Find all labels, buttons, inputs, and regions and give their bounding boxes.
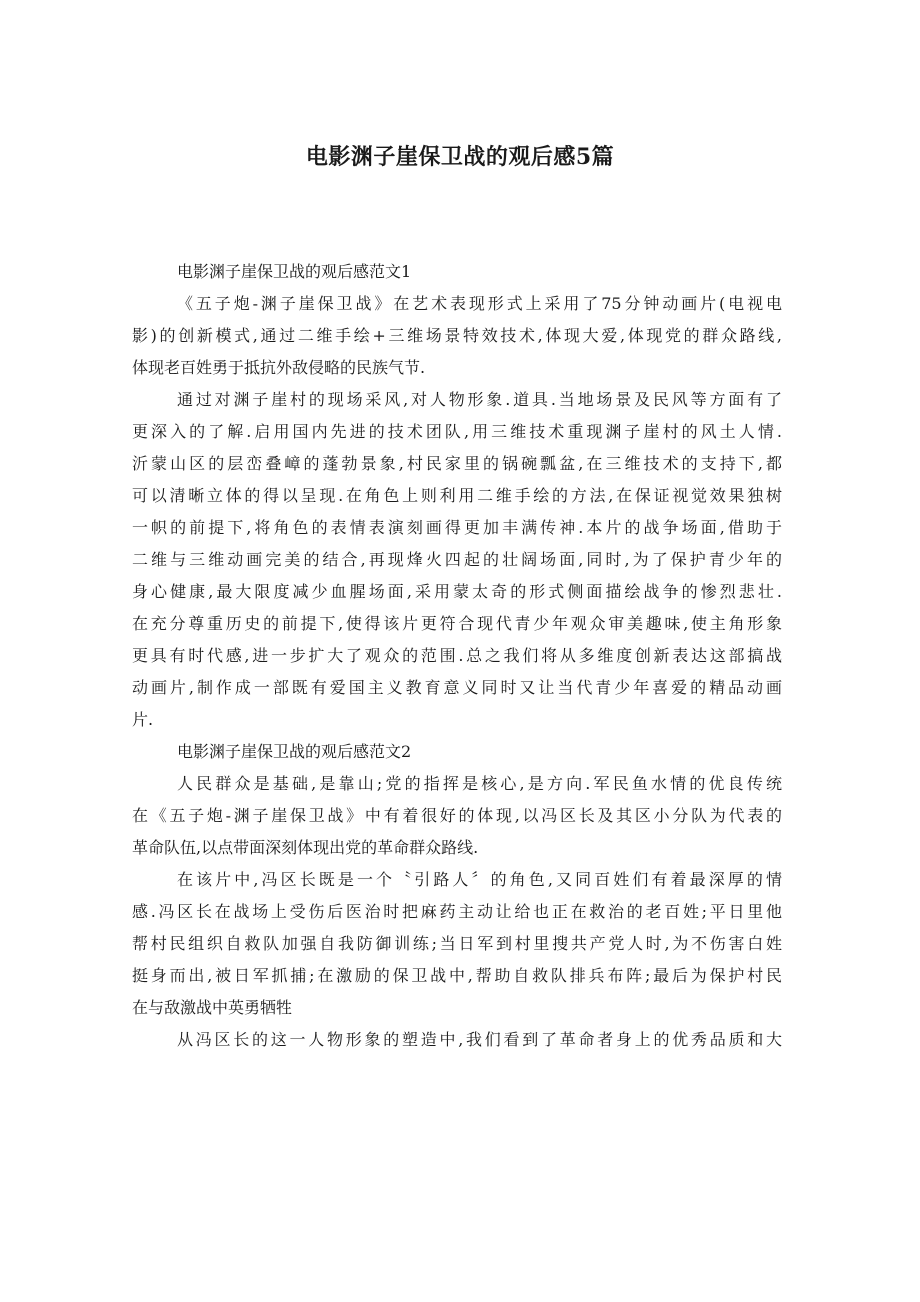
paragraph-line: 《五子炮-渊子崖保卫战》在艺术表现形式上采用了75分钟动画片(电视电 — [177, 294, 782, 313]
paragraph-line: 动画片,制作成一部既有爱国主义教育意义同时又让当代青少年喜爱的精品动画 — [132, 678, 782, 697]
paragraph-line: 沂蒙山区的层峦叠嶂的蓬勃景象,村民家里的锅碗瓢盆,在三维技术的支持下,都 — [132, 454, 782, 473]
paragraph-line: 片. — [132, 710, 154, 729]
paragraph — [132, 384, 782, 736]
paragraph-line: 挺身而出,被日军抓捕;在激励的保卫战中,帮助自救队排兵布阵;最后为保护村民 — [132, 966, 782, 985]
paragraph-line: 在该片中,冯区长既是一个〝引路人〞的角色,又同百姓们有着最深厚的情 — [177, 870, 782, 889]
paragraph-line: 人民群众是基础,是靠山;党的指挥是核心,是方向.军民鱼水情的优良传统 — [177, 774, 782, 793]
paragraph-line: 二维与三维动画完美的结合,再现烽火四起的壮阔场面,同时,为了保护青少年的 — [132, 550, 782, 569]
document-body — [132, 256, 782, 1056]
paragraph — [132, 768, 782, 864]
paragraph-line: 革命队伍,以点带面深刻体现出党的革命群众路线. — [132, 838, 479, 857]
page-title: 电影渊子崖保卫战的观后感5篇 — [305, 144, 615, 170]
paragraph-line: 在《五子炮-渊子崖保卫战》中有着很好的体现,以冯区长及其区小分队为代表的 — [132, 806, 782, 825]
section-1 — [132, 256, 782, 736]
paragraph-line: 更深入的了解.启用国内先进的技术团队,用三维技术重现渊子崖村的风土人情. — [132, 422, 782, 441]
paragraph-line: 在与敌激战中英勇牺牲 — [132, 998, 293, 1017]
paragraph — [132, 1024, 782, 1056]
paragraph-line: 帮村民组织自救队加强自我防御训练;当日军到村里搜共产党人时,为不伤害白姓 — [132, 934, 782, 953]
paragraph-line: 从冯区长的这一人物形象的塑造中,我们看到了革命者身上的优秀品质和大 — [177, 1030, 782, 1049]
paragraph-line: 通过对渊子崖村的现场采风,对人物形象.道具.当地场景及民风等方面有了 — [177, 390, 782, 409]
paragraph-line: 一帜的前提下,将角色的表情表演刻画得更加丰满传神.本片的战争场面,借助于 — [132, 518, 782, 537]
paragraph-line: 影)的创新模式,通过二维手绘+三维场景特效技术,体现大爱,体现党的群众路线, — [132, 326, 782, 345]
paragraph — [132, 864, 782, 1024]
section-2 — [132, 736, 782, 1056]
paragraph-line: 身心健康,最大限度减少血腥场面,采用蒙太奇的形式侧面描绘战争的惨烈悲壮. — [132, 582, 782, 601]
paragraph-line: 在充分尊重历史的前提下,使得该片更符合现代青少年观众审美趣味,使主角形象 — [132, 614, 782, 633]
paragraph-line: 可以清晰立体的得以呈现.在角色上则利用二维手绘的方法,在保证视觉效果独树 — [132, 486, 782, 505]
section-heading: 电影渊子崖保卫战的观后感范文2 — [177, 742, 412, 761]
section-heading: 电影渊子崖保卫战的观后感范文1 — [177, 262, 412, 281]
paragraph-line: 更具有时代感,进一步扩大了观众的范围.总之我们将从多维度创新表达这部搞战 — [132, 646, 782, 665]
paragraph-line: 体现老百姓勇于抵抗外敌侵略的民族气节. — [132, 358, 426, 377]
paragraph-line: 感.冯区长在战场上受伤后医治时把麻药主动让给也正在救治的老百姓;平日里他 — [132, 902, 782, 921]
paragraph — [132, 288, 782, 384]
